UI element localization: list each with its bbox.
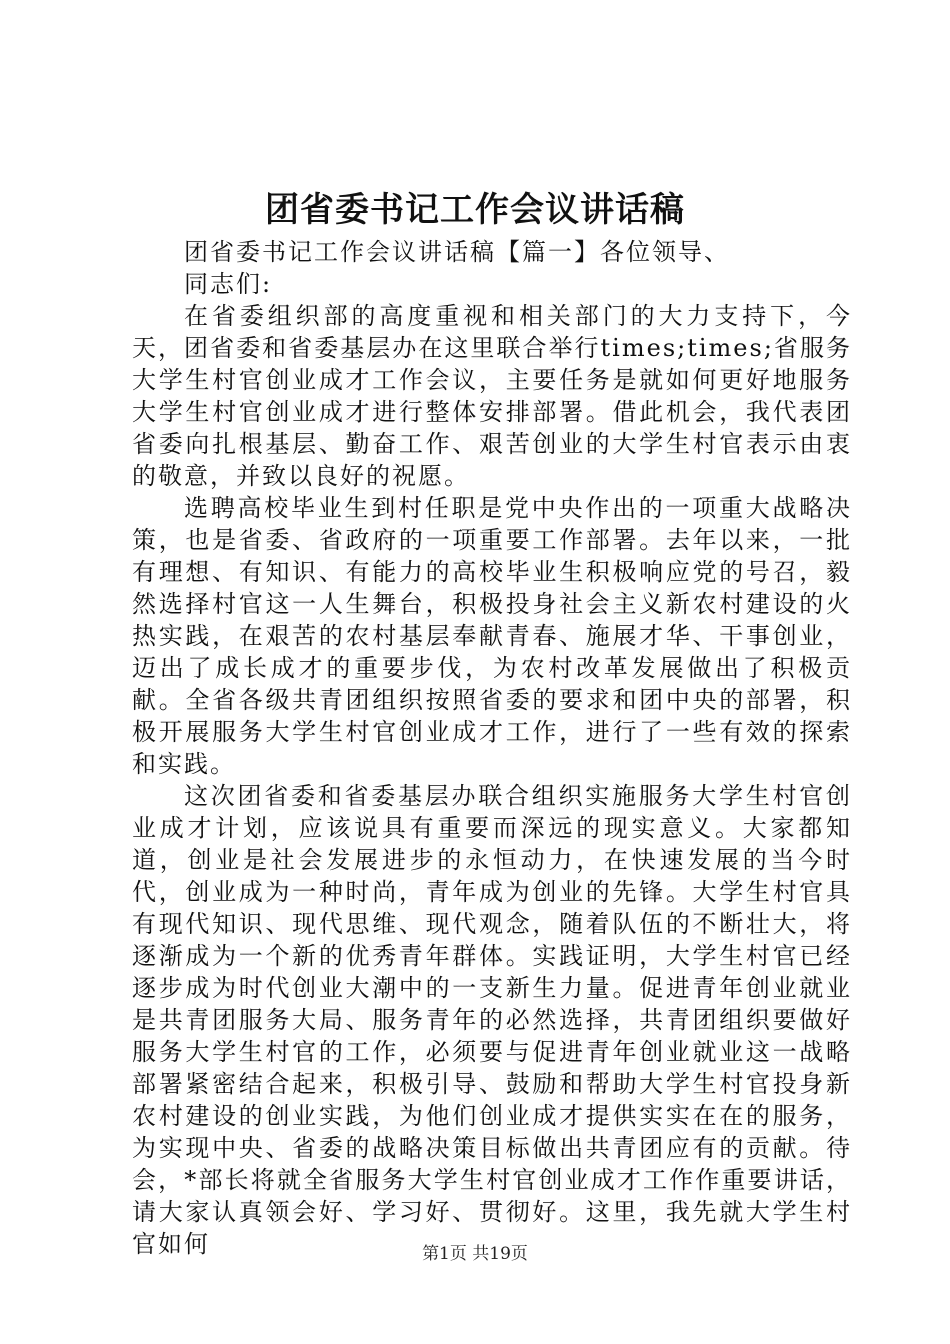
document-title: 团省委书记工作会议讲话稿 bbox=[265, 190, 685, 230]
page-number-footer: 第1页 共19页 bbox=[422, 1244, 528, 1264]
paragraph-opening: 在省委组织部的高度重视和相关部门的大力支持下，今天，团省委和省委基层办在这里联合举行times;times;省服务大学生村官创业成才工作会议，主要任务是就如何更好地服务大学生村官创业成才进行整体安排部署。借此机会，我代表团省委向扎根基层、勤奋工作、艰苦创业的大学生村官表示由衷的敬意，并致以良好的祝愿。 bbox=[132, 302, 852, 490]
paragraph-background: 选聘高校毕业生到村任职是党中央作出的一项重大战略决策，也是省委、省政府的一项重要工作部署。去年以来，一批有理想、有知识、有能力的高校毕业生积极响应党的号召，毅然选择村官这一人生舞台，积极投身社会主义新农村建设的火热实践，在艰苦的农村基层奉献青春、施展才华、干事创业，迈出了成长成才的重要步伐，为农村改革发展做出了积极贡献。全省各级共青团组织按照省委的要求和团中央的部署，积极开展服务大学生村官创业成才工作，进行了一些有效的探索和实践。 bbox=[132, 494, 852, 778]
paragraph-significance: 这次团省委和省委基层办联合组织实施服务大学生村官创业成才计划，应该说具有重要而深远的现实意义。大家都知道，创业是社会发展进步的永恒动力，在快速发展的当今时代，创业成为一种时尚，青年成为创业的先锋。大学生村官具有现代知识、现代思维、现代观念，随着队伍的不断壮大，将逐渐成为一个新的优秀青年群体。实践证明，大学生村官已经逐步成为时代创业大潮中的一支新生力量。促进青年创业就业是共青团服务大局、服务青年的必然选择，共青团组织要做好服务大学生村官的工作，必须要与促进青年创业就业这一战略部署紧密结合起来，积极引导、鼓励和帮助大学生村官投身新农村建设的创业实践，为他们创业成才提供实实在在的服务，为实现中央、省委的战略决策目标做出共青团应有的贡献。待会，*部长将就全省服务大学生村官创业成才工作作重要讲话，请大家认真领会好、学习好、贯彻好。这里，我先就大学生村官如何 bbox=[132, 782, 852, 1258]
paragraph-intro: 团省委书记工作会议讲话稿【篇一】各位领导、 bbox=[184, 238, 730, 266]
paragraph-salutation: 同志们: bbox=[184, 270, 273, 298]
document-body bbox=[132, 236, 852, 1260]
